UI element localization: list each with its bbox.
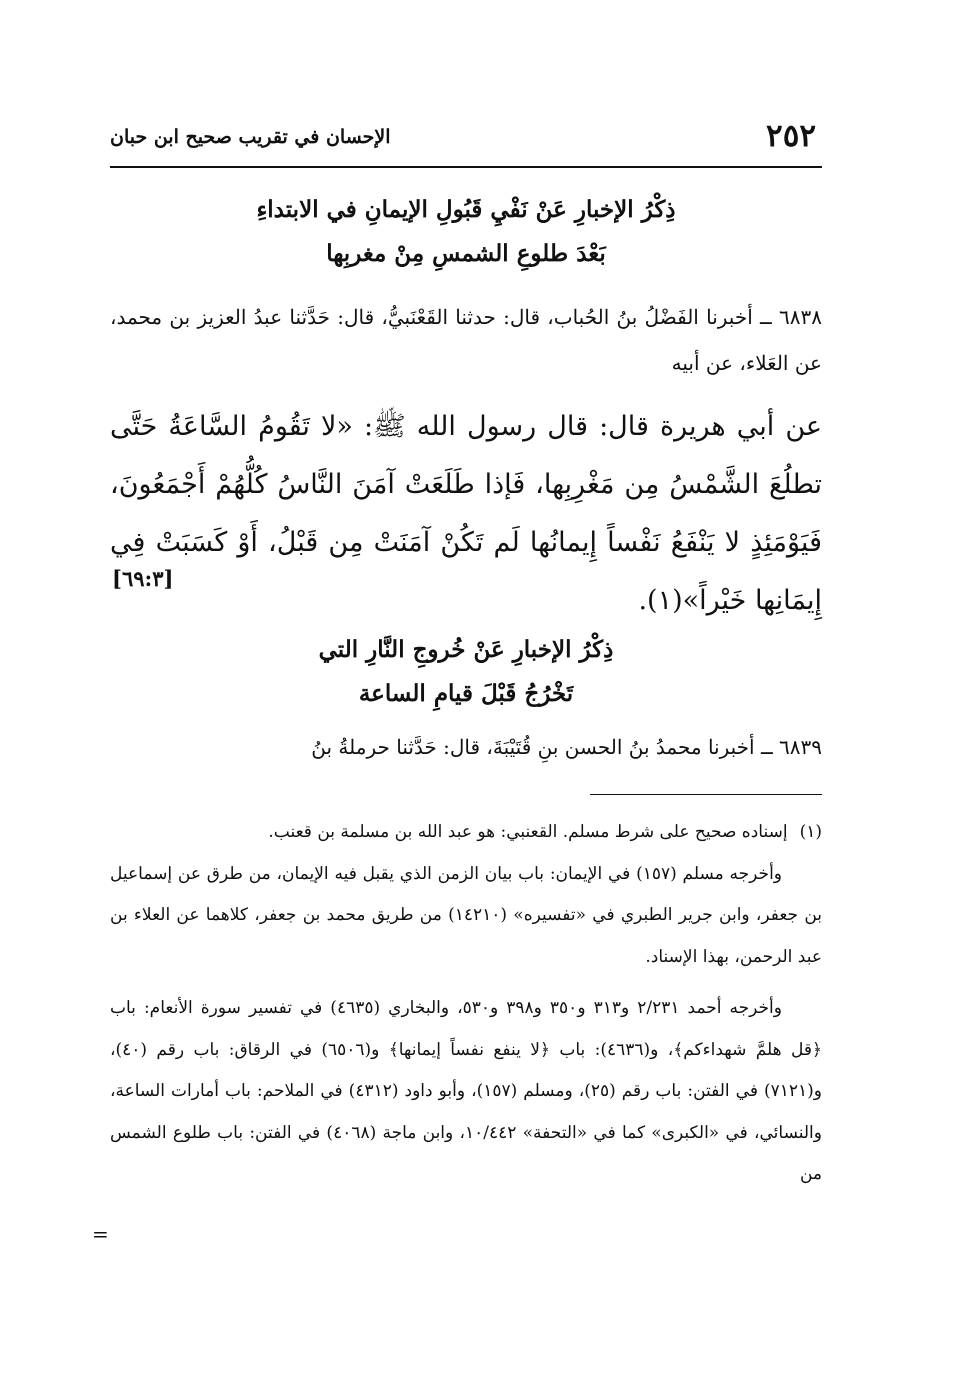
header-rule: [110, 166, 822, 168]
running-title: الإحسان في تقريب صحيح ابن حبان: [110, 126, 391, 148]
footnote-paragraph-2: وأخرجه أحمد ٢/٢٣١ و٣١٣ و٣٥٠ و٣٩٨ و٥٣٠، والبخاري (٤٦٣٥) في تفسير سورة الأنعام: باب ﴿قل هلمَّ شهداءكم﴾، و(٤٦٣٦): باب ﴿لا ينفع نفساً إيمانها﴾ و(٦٥٠٦) في الرقاق: باب رقم (٤٠)، و(٧١٢١) في الفتن: باب رقم (٢٥)، ومسلم (١٥٧)، وأبو داود (٤٣١٢) في الملاحم: باب أمارات الساعة، والنسائي، في «الكبرى» كما في «التحفة» ١٠/٤٤٢، وابن ماجة (٤٠٦٨) في الفتن: باب طلوع الشمس من: [110, 998, 823, 1184]
hadith-reference: [٦٩:٣]: [112, 566, 174, 591]
hadith-isnad: ٦٨٣٨ ــ أخبرنا الفَضْلُ بنُ الحُباب، قال: حدثنا القَعْنَبيُّ، قال: حَدَّثنا عبدُ العزيز بن محمد، عن العَلاء، عن أبيه: [110, 305, 822, 375]
continuation-mark: =: [92, 1222, 109, 1246]
footnote-number: (١): [799, 822, 822, 842]
page-header: [110, 118, 822, 164]
chapter-heading-2-line2: تَخْرُجُ قَبْلَ قيامِ الساعة: [358, 680, 574, 707]
chapter-heading-2-line1: ذِكْرُ الإخبارِ عَنْ خُروجِ النَّارِ التي: [318, 636, 614, 663]
chapter-heading-line2: بَعْدَ طلوعِ الشمسِ مِنْ مغربِها: [326, 240, 606, 267]
hadith-isnad-2: ٦٨٣٩ ــ أخبرنا محمدُ بنُ الحسن بنِ قُتَيْبَةَ، قال: حَدَّثنا حرملةُ بنُ: [311, 735, 822, 759]
chapter-heading-line1: ذِكْرُ الإخبارِ عَنْ نَفْيِ قَبُولِ الإيمانِ في الابتداءِ: [256, 196, 676, 223]
page-number: ٢٥٢: [766, 118, 816, 154]
footnote-line: [110, 812, 822, 854]
hadith-text: عن أبي هريرة قال: قال رسول الله ﷺ: «لا تَقُومُ السَّاعَةُ حَتَّى تطلُعَ الشَّمْسُ مِن مَغْرِبِها، فَإذا طَلَعَتْ آمَنَ النَّاسُ كُلُّهُمْ أَجْمَعُونَ، فَيَوْمَئِذٍ لا يَنْفَعُ نَفْساً إِيمانُها لَم تَكُنْ آمَنَتْ مِن قَبْلُ، أَوْ كَسَبَتْ فِي إِيمَانِها خَيْراً»(١).: [110, 411, 822, 616]
footnote-paragraph: وأخرجه مسلم (١٥٧) في الإيمان: باب بيان الزمن الذي يقبل فيه الإيمان، من طرق عن إسماعيل بن جعفر، وابن جرير الطبري في «تفسيره» (١٤٢١٠) من طريق محمد بن جعفر، كلاهما عن العلاء بن عبد الرحمن، بهذا الإسناد.: [110, 863, 822, 967]
footnote-gap: [110, 978, 822, 988]
footnote-text: إسناده صحيح على شرط مسلم. القعنبي: هو عبد الله بن مسلمة بن قعنب.: [268, 822, 788, 842]
footnotes: [110, 812, 822, 1196]
chapter-heading: [110, 188, 822, 276]
footnote-divider: [590, 794, 822, 795]
chapter-heading-2: [110, 628, 822, 716]
